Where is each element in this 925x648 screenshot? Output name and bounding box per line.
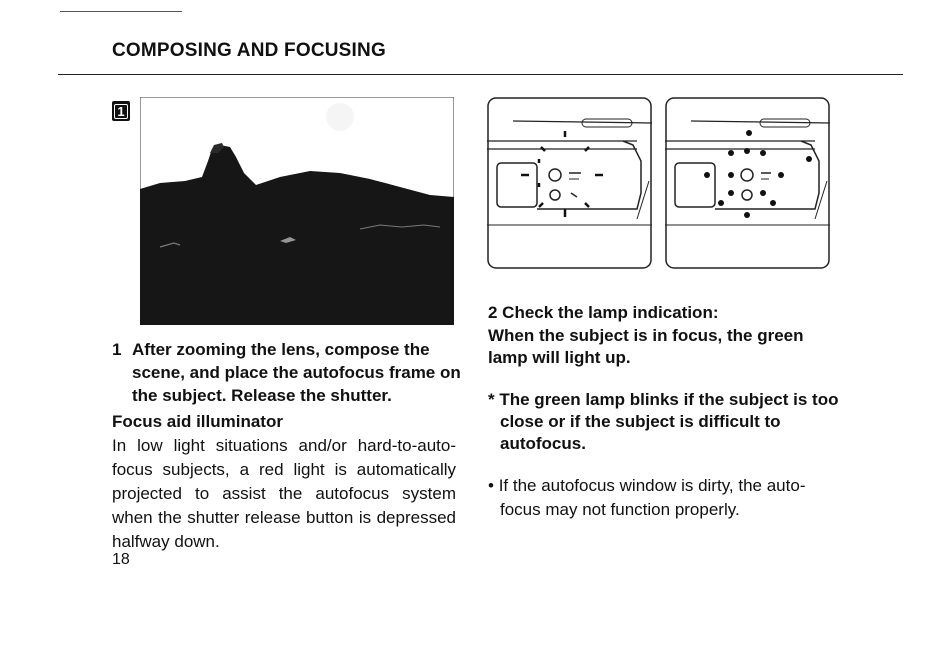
figure-1-badge [112, 101, 130, 121]
top-rule [60, 11, 182, 12]
figure-3-panel [665, 97, 830, 269]
page-number: 18 [112, 551, 130, 568]
figure-1-label: 1 [114, 104, 127, 119]
lamp-blinking-illustration [665, 97, 830, 269]
bullet-text: If the autofocus window is dirty, the auto-focus may not function properly. [498, 476, 806, 519]
step-1-text: After zooming the lens, compose the scene, and place the autofocus frame on the subject. Release the shutter. [132, 340, 461, 405]
note-marker: * [488, 390, 495, 409]
focus-aid-heading: Focus aid illuminator [112, 412, 283, 431]
dirty-window-bullet [488, 474, 845, 522]
header-rule [58, 74, 903, 75]
lamp-steady-illustration [487, 97, 652, 269]
focus-aid-body: In low light situations and/or hard-to-auto-focus subjects, a red light is automatically projected to assist the autofocus system when the shutter release button is depressed halfway down. [112, 436, 456, 551]
figure-2-panel [487, 97, 652, 269]
figure-1-photo [140, 97, 454, 325]
note-text: The green lamp blinks if the subject is too close or if the subject is difficult to autofocus. [499, 390, 839, 453]
step-2-body: When the subject is in focus, the green lamp will light up. [488, 326, 804, 367]
blink-note [488, 389, 845, 455]
step-2-heading: 2 Check the lamp indication: [488, 303, 719, 322]
page-title: COMPOSING AND FOCUSING [112, 40, 386, 61]
bullet-marker: • [488, 476, 494, 495]
step-1-instruction [112, 338, 476, 407]
landscape-photo-illustration [140, 97, 454, 325]
step-1-number: 1 [112, 340, 122, 359]
